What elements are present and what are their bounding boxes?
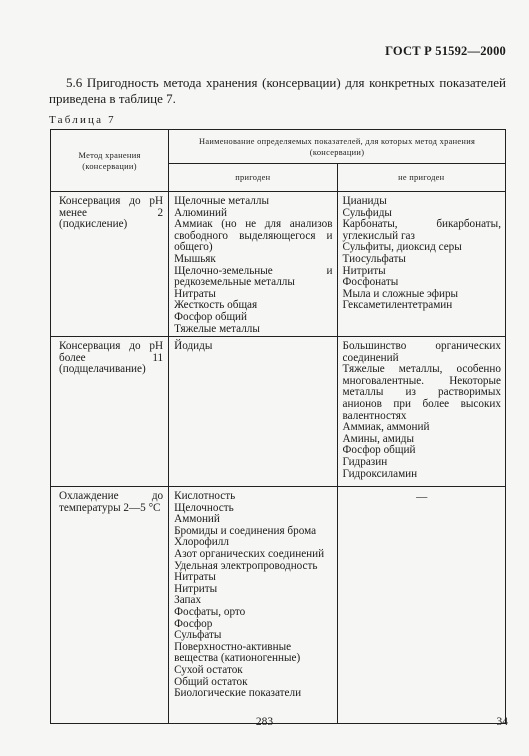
list-item: Удельная электропроводность — [174, 559, 318, 572]
list-item: Запах — [174, 594, 202, 607]
list-item: Карбонаты, бикарбонаты, углекислый газ — [342, 218, 501, 242]
header-indicators: Наименование определяемых показателей, для которых метод хранения (консервации) — [169, 130, 506, 164]
list-item: Йодиды — [174, 340, 213, 352]
method-cell: Консервация до pH более 11 (подщелачивание) — [51, 337, 169, 487]
list-item: Нитриты — [342, 264, 386, 277]
method-cell: Охлаждение до температуры 2—5 °С — [51, 487, 169, 724]
list-item: Щелочно-земельные и редкоземельные металлы — [174, 264, 333, 289]
list-item: Тиосульфаты — [342, 252, 406, 265]
folio-number: 283 — [255, 716, 274, 728]
unsuitable-cell — [337, 192, 505, 337]
list-item: Поверхностно-активные вещества (катионогенные) — [174, 640, 301, 665]
list-item: Фосфор общий — [342, 444, 416, 457]
page-number: 34 — [496, 716, 508, 728]
list-item: Сульфиды — [342, 206, 392, 219]
unsuitable-cell — [337, 337, 505, 487]
list-item: Гексаметилентетрамин — [342, 299, 453, 312]
table-row — [51, 337, 506, 487]
list-item: Щелочные металлы — [174, 195, 269, 207]
list-item: Сульфиты, диоксид серы — [342, 241, 462, 254]
table-label: Таблица 7 — [49, 114, 116, 126]
empty-dash: — — [416, 491, 428, 503]
list-item: Фосфаты, орто — [174, 605, 246, 618]
suitable-cell — [169, 337, 337, 487]
list-item: Щелочность — [174, 501, 234, 514]
list-item: Мыла и сложные эфиры — [342, 287, 459, 300]
list-item: Фосфор общий — [174, 310, 248, 323]
header-method: Метод хранения (консервации) — [51, 130, 169, 192]
intro-paragraph: 5.6 Пригодность метода хранения (консервации) для конкретных показателей приведена в таблице 7. — [49, 75, 506, 106]
list-item: Мышьяк — [174, 252, 216, 265]
list-item: Аммиак (но не для анализов свободного выделяющегося и общего) — [174, 218, 333, 254]
header-unsuitable: не пригоден — [337, 164, 505, 192]
list-item: Фосфонаты — [342, 276, 399, 289]
list-item: Сухой остаток — [174, 663, 243, 676]
list-item: Гидроксиламин — [342, 467, 418, 480]
suitable-cell — [169, 192, 337, 337]
list-item: Кислотность — [174, 490, 236, 502]
list-item: Сульфаты — [174, 629, 222, 642]
list-item: Алюминий — [174, 206, 228, 219]
list-item: Нитриты — [174, 582, 218, 595]
suitable-cell — [169, 487, 337, 724]
list-item: Гидразин — [342, 455, 388, 468]
list-item: Тяжелые металлы, особенно многовалентные. Некоторые металлы из растворимых анионов при более высоких валентностях — [342, 363, 501, 422]
list-item: Фосфор — [174, 617, 213, 630]
table-row — [51, 487, 506, 724]
header-suitable: пригоден — [169, 164, 337, 192]
storage-method-table — [50, 129, 506, 724]
list-item: Большинство органических соединений — [342, 340, 501, 364]
list-item: Цианиды — [342, 195, 387, 207]
list-item: Бромиды и соединения брома — [174, 524, 317, 537]
document-code: ГОСТ Р 51592—2000 — [385, 44, 506, 58]
list-item: Аммоний — [174, 513, 220, 526]
unsuitable-cell — [337, 487, 505, 724]
list-item: Нитраты — [174, 571, 216, 584]
list-item: Жесткость общая — [174, 299, 258, 312]
list-item: Нитраты — [174, 287, 216, 300]
list-item: Амины, амиды — [342, 432, 415, 445]
list-item: Азот органических соединений — [174, 547, 325, 560]
list-item: Хлорофилл — [174, 536, 229, 549]
list-item: Тяжелые металлы — [174, 322, 260, 335]
table-row — [51, 192, 506, 337]
method-cell: Консервация до pH менее 2 (подкисление) — [51, 192, 169, 337]
list-item: Аммиак, аммоний — [342, 421, 430, 434]
list-item: Общий остаток — [174, 675, 248, 688]
list-item: Биологические показатели — [174, 687, 302, 700]
